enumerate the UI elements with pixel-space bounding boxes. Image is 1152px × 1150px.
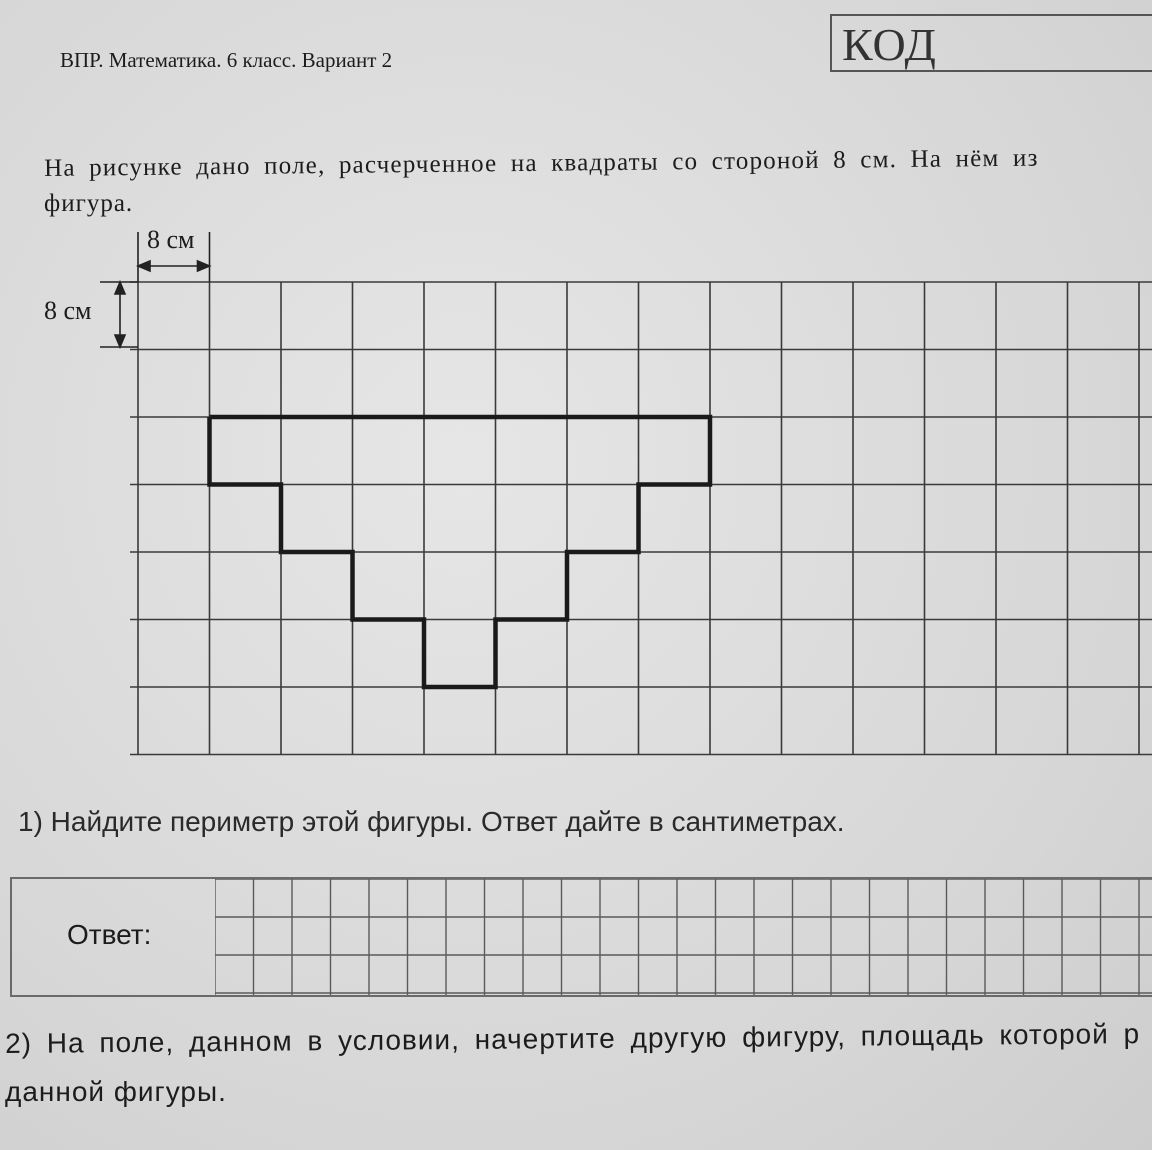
question-1: 1) Найдите периметр этой фигуры. Ответ дайте в сантиметрах. (18, 806, 845, 837)
answer-label: Ответ: (67, 919, 152, 950)
task-text-line2: фигура. (44, 190, 134, 217)
question-2-line1: 2) На поле, данном в условии, начертите другую фигуру, площадь которой р (5, 1018, 1141, 1059)
grid-lines (130, 282, 1152, 755)
dimension-label-vertical: 8 см (44, 296, 92, 325)
task-text-line1: На рисунке дано поле, расчерченное на квадраты со стороной 8 см. На нём из (44, 144, 1039, 182)
question-2-line2: данной фигуры. (5, 1076, 227, 1107)
page-header: ВПР. Математика. 6 класс. Вариант 2 (60, 48, 393, 72)
dimension-label-horizontal: 8 см (147, 225, 195, 254)
code-label: КОД (842, 19, 937, 70)
answer-box (10, 877, 1152, 997)
answer-cells-grid[interactable] (215, 879, 1152, 995)
